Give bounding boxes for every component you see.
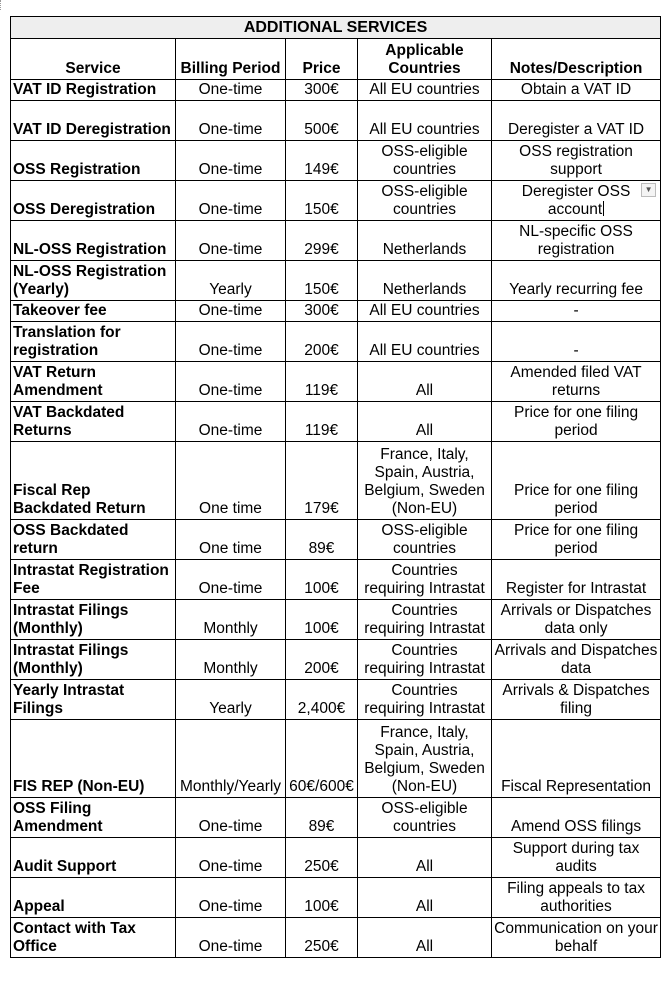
table-row [11,878,661,918]
cell-billing-period[interactable]: One-time [176,838,286,878]
cell-billing-period[interactable]: Monthly/Yearly [176,720,286,798]
cell-notes[interactable]: OSS registration support [492,141,661,181]
cell-price[interactable]: 60€/600€ [286,720,358,798]
table-row [11,838,661,878]
cell-billing-period[interactable]: One-time [176,141,286,181]
cell-service[interactable]: Takeover fee [11,301,176,322]
cell-service[interactable]: VAT Backdated Returns [11,402,176,442]
cell-billing-period[interactable]: One-time [176,798,286,838]
cell-billing-period[interactable]: Yearly [176,680,286,720]
cell-service[interactable]: OSS Backdated return [11,520,176,560]
cell-notes[interactable]: Arrivals and Dispatches data [492,640,661,680]
cell-notes[interactable]: Price for one filing period [492,402,661,442]
cell-countries[interactable]: All [358,362,492,402]
text-cursor [603,201,604,216]
cell-billing-period[interactable]: One-time [176,101,286,141]
table-row [11,600,661,640]
cell-countries[interactable]: France, Italy, Spain, Austria, Belgium, Sweden (Non-EU) [358,720,492,798]
cell-countries[interactable]: Countries requiring Intrastat [358,600,492,640]
cell-billing-period[interactable]: Yearly [176,261,286,301]
cell-notes[interactable]: Yearly recurring fee [492,261,661,301]
header-row [11,39,661,80]
cell-billing-period[interactable]: One-time [176,221,286,261]
sheet-corner-marker [0,0,5,10]
table-row [11,680,661,720]
header-price[interactable]: Price [286,39,358,80]
cell-price[interactable]: 2,400€ [286,680,358,720]
table-row [11,141,661,181]
cell-countries[interactable]: France, Italy, Spain, Austria, Belgium, Sweden (Non-EU) [358,442,492,520]
cell-billing-period[interactable]: One-time [176,918,286,958]
cell-notes[interactable]: - [492,301,661,322]
cell-countries[interactable]: Netherlands [358,261,492,301]
cell-notes-text: Deregister OSS account [521,183,631,218]
cell-service[interactable]: VAT Return Amendment [11,362,176,402]
cell-notes[interactable]: NL-specific OSS registration [492,221,661,261]
cell-price[interactable]: 200€ [286,322,358,362]
table-row [11,720,661,798]
cell-countries[interactable]: OSS-eligible countries [358,181,492,221]
cell-price[interactable]: 119€ [286,402,358,442]
cell-service[interactable]: Intrastat Registration Fee [11,560,176,600]
cell-billing-period[interactable]: One-time [176,560,286,600]
cell-service[interactable]: NL-OSS Registration (Yearly) [11,261,176,301]
table-row [11,560,661,600]
cell-service[interactable]: Intrastat Filings (Monthly) [11,640,176,680]
cell-price[interactable]: 100€ [286,600,358,640]
cell-service[interactable]: Intrastat Filings (Monthly) [11,600,176,640]
table-row [11,520,661,560]
cell-countries[interactable]: Countries requiring Intrastat [358,560,492,600]
cell-countries[interactable]: All [358,918,492,958]
cell-service[interactable]: Translation for registration [11,322,176,362]
cell-countries[interactable]: All EU countries [358,301,492,322]
cell-billing-period[interactable]: Monthly [176,600,286,640]
cell-notes-active[interactable] [492,181,661,221]
cell-billing-period[interactable]: One-time [176,322,286,362]
cell-billing-period[interactable]: One time [176,520,286,560]
cell-service[interactable]: VAT ID Registration [11,80,176,101]
header-service[interactable]: Service [11,39,176,80]
cell-countries[interactable]: Countries requiring Intrastat [358,680,492,720]
cell-service[interactable]: OSS Deregistration [11,181,176,221]
cell-notes[interactable]: Filing appeals to tax authorities [492,878,661,918]
cell-price[interactable]: 200€ [286,640,358,680]
cell-price[interactable]: 89€ [286,520,358,560]
cell-billing-period[interactable]: One-time [176,878,286,918]
cell-price[interactable]: 300€ [286,301,358,322]
cell-notes[interactable]: Obtain a VAT ID [492,80,661,101]
cell-notes[interactable]: - [492,322,661,362]
cell-billing-period[interactable]: One time [176,442,286,520]
cell-service[interactable]: Fiscal Rep Backdated Return [11,442,176,520]
table-row [11,322,661,362]
table-row [11,101,661,141]
table-row [11,181,661,221]
cell-billing-period[interactable]: One-time [176,181,286,221]
header-notes-description[interactable]: Notes/Description [492,39,661,80]
cell-countries[interactable]: Netherlands [358,221,492,261]
cell-countries[interactable]: OSS-eligible countries [358,798,492,838]
cell-countries[interactable]: All [358,838,492,878]
cell-price[interactable]: 179€ [286,442,358,520]
header-applicable-countries[interactable]: Applicable Countries [358,39,492,80]
cell-notes[interactable]: Price for one filing period [492,520,661,560]
table-row [11,798,661,838]
services-table-frame [10,16,660,958]
cell-billing-period[interactable]: One-time [176,301,286,322]
cell-price[interactable]: 300€ [286,80,358,101]
cell-notes[interactable]: Deregister a VAT ID [492,101,661,141]
cell-service[interactable]: Appeal [11,878,176,918]
cell-notes[interactable]: Amended filed VAT returns [492,362,661,402]
cell-service[interactable]: NL-OSS Registration [11,221,176,261]
cell-billing-period[interactable]: Monthly [176,640,286,680]
cell-price[interactable]: 149€ [286,141,358,181]
cell-billing-period[interactable]: One-time [176,402,286,442]
cell-price[interactable]: 150€ [286,261,358,301]
cell-price[interactable]: 89€ [286,798,358,838]
cell-price[interactable]: 150€ [286,181,358,221]
cell-price[interactable]: 100€ [286,878,358,918]
cell-service[interactable]: Contact with Tax Office [11,918,176,958]
cell-service[interactable]: Audit Support [11,838,176,878]
cell-service[interactable]: OSS Filing Amendment [11,798,176,838]
cell-countries[interactable]: All EU countries [358,322,492,362]
cell-price[interactable]: 250€ [286,918,358,958]
cell-notes[interactable]: Price for one filing period [492,442,661,520]
table-row [11,221,661,261]
cell-notes[interactable]: Register for Intrastat [492,560,661,600]
table-title[interactable]: ADDITIONAL SERVICES [11,17,661,39]
cell-price[interactable]: 299€ [286,221,358,261]
cell-price[interactable]: 100€ [286,560,358,600]
table-row [11,442,661,520]
cell-service[interactable]: Yearly Intrastat Filings [11,680,176,720]
cell-notes[interactable]: Communication on your behalf [492,918,661,958]
table-row [11,261,661,301]
cell-countries[interactable]: Countries requiring Intrastat [358,640,492,680]
cell-service[interactable]: FIS REP (Non-EU) [11,720,176,798]
cell-countries[interactable]: OSS-eligible countries [358,520,492,560]
cell-price[interactable]: 119€ [286,362,358,402]
cell-countries[interactable]: OSS-eligible countries [358,141,492,181]
cell-notes[interactable]: Fiscal Representation [492,720,661,798]
table-row [11,80,661,101]
cell-service[interactable]: OSS Registration [11,141,176,181]
additional-services-table [10,16,661,958]
cell-billing-period[interactable]: One-time [176,80,286,101]
cell-notes[interactable]: Support during tax audits [492,838,661,878]
cell-price[interactable]: 250€ [286,838,358,878]
cell-notes[interactable]: Arrivals or Dispatches data only [492,600,661,640]
table-row [11,362,661,402]
cell-notes[interactable]: Arrivals & Dispatches filing [492,680,661,720]
table-row [11,301,661,322]
cell-service[interactable]: VAT ID Deregistration [11,101,176,141]
table-row [11,918,661,958]
cell-countries[interactable]: All EU countries [358,101,492,141]
cell-price[interactable]: 500€ [286,101,358,141]
cell-countries[interactable]: All EU countries [358,80,492,101]
cell-billing-period[interactable]: One-time [176,362,286,402]
cell-countries[interactable]: All [358,402,492,442]
table-row [11,402,661,442]
header-billing-period[interactable]: Billing Period [176,39,286,80]
table-row [11,640,661,680]
cell-countries[interactable]: All [358,878,492,918]
cell-notes[interactable]: Amend OSS filings [492,798,661,838]
chevron-down-icon[interactable]: ▼ [641,183,656,197]
table-body [11,80,661,958]
